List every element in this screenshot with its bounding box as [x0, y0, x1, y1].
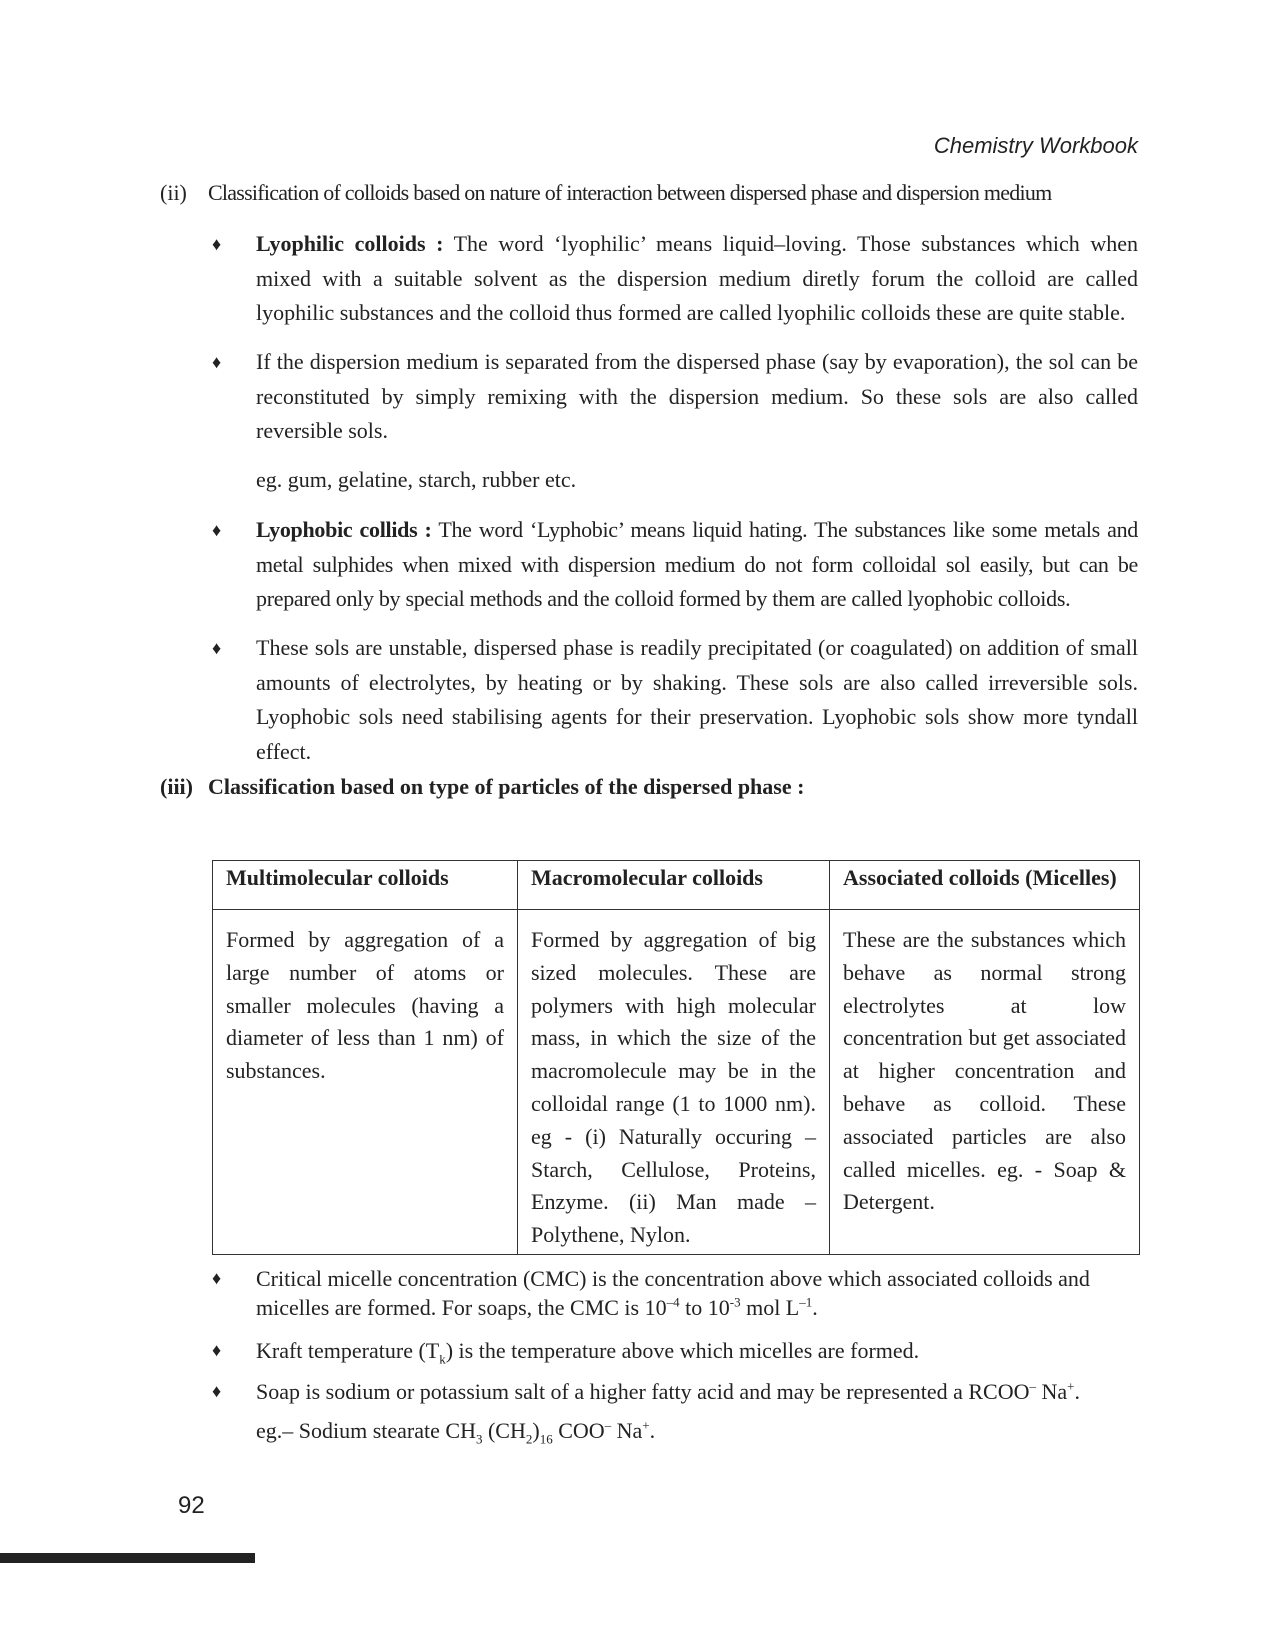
bullet-reversible — [212, 345, 1138, 449]
bullet-cmc — [212, 1264, 1138, 1322]
cmc-text: to 10 — [679, 1295, 730, 1320]
table-cell-associated: These are the substances which behave as normal strong electrolytes at low concentration but get associated at higher concentration and behave as colloid. These associated particles are also called micelles. eg. - Soap & Detergent. — [830, 910, 1140, 1255]
page-number: 92 — [178, 1492, 205, 1519]
example-lyophilic: eg. gum, gelatine, starch, rubber etc. — [256, 467, 577, 492]
kraft-subscript: k — [439, 1351, 446, 1367]
diamond-bullet-icon: ♦ — [212, 638, 222, 658]
kraft-text: ) is the temperature above which micelles are formed. — [445, 1338, 920, 1363]
bullet-kraft — [212, 1336, 1138, 1365]
cmc-exponent: -3 — [729, 1294, 741, 1310]
diamond-bullet-icon: ♦ — [212, 1340, 222, 1360]
example-stearate — [256, 1414, 655, 1448]
stearate-text: . — [649, 1418, 656, 1443]
table-header-cell: Macromolecular colloids — [518, 861, 830, 910]
stearate-subscript: 16 — [539, 1431, 553, 1447]
stearate-text: COO — [552, 1418, 605, 1443]
bullet-text: The word ‘Lyphobic’ means liquid hating. The substances like some metals and metal sulphides when mixed with dispersion medium do not form colloidal sol easily, but can be prepared only by special methods and the colloid formed by them are called lyophobic colloids. — [256, 517, 1138, 611]
section-iii-number: (iii) — [160, 774, 193, 799]
diamond-bullet-icon: ♦ — [212, 1268, 222, 1288]
footer-bar — [0, 1553, 255, 1563]
table-header-row — [213, 861, 1140, 910]
stearate-text: Na — [611, 1418, 643, 1443]
stearate-subscript: 3 — [475, 1431, 483, 1447]
bullet-text: If the dispersion medium is separated from the dispersed phase (say by evaporation), the sol can be reconstituted by simply remixing with the dispersion medium. So these sols are also called reversible sols. — [256, 349, 1138, 443]
stearate-charge: – — [604, 1417, 612, 1433]
bullet-soap — [212, 1377, 1138, 1406]
stearate-subscript: 2 — [525, 1431, 533, 1447]
bullet-irreversible — [212, 631, 1138, 769]
bullet-lyophobic — [212, 513, 1138, 617]
section-iii — [160, 770, 1138, 804]
section-ii-title: Classification of colloids based on nature of interaction between dispersed phase and dispersion medium — [208, 180, 1052, 205]
cmc-text: Critical micelle concentration (CMC) is the concentration above which associated colloids and micelles are formed. For soaps, the CMC is 10 — [256, 1266, 1090, 1320]
cmc-text: . — [812, 1295, 818, 1320]
kraft-text: Kraft temperature (T — [256, 1338, 440, 1363]
table-cell-multimolecular: Formed by aggregation of a large number of atoms or smaller molecules (having a diameter of less than 1 nm) of substances. — [213, 910, 518, 1255]
soap-text: Soap is sodium or potassium salt of a higher fatty acid and may be represented a RCOO — [256, 1379, 1030, 1404]
cmc-exponent: –1 — [799, 1294, 813, 1310]
stearate-text: eg.– Sodium stearate CH — [256, 1418, 476, 1443]
table-cell-macromolecular: Formed by aggregation of big sized molecules. These are polymers with high molecular mass, in which the size of the macromolecule may be in the colloidal range (1 to 1000 nm). eg - (i) Naturally occuring – Starch, Cellulose, Proteins, Enzyme. (ii) Man made – Polythene, Nylon. — [518, 910, 830, 1255]
bullet-text: These sols are unstable, dispersed phase is readily precipitated (or coagulated) on addition of small amounts of electrolytes, by heating or by shaking. These sols are also called irreversible sols. Lyophobic sols need stabilising agents for their preservation. Lyophobic sols show more tyndall effect. — [256, 635, 1138, 764]
section-iii-title: Classification based on type of particles of the dispersed phase : — [208, 774, 805, 799]
section-ii-number: (ii) — [160, 180, 187, 205]
diamond-bullet-icon: ♦ — [212, 234, 222, 254]
table-header-cell: Associated colloids (Micelles) — [830, 861, 1140, 910]
running-header: Chemistry Workbook — [933, 133, 1138, 158]
cmc-text: mol L — [740, 1295, 800, 1320]
diamond-bullet-icon: ♦ — [212, 1381, 222, 1401]
soap-charge: – — [1029, 1378, 1036, 1394]
table-row — [213, 910, 1140, 1255]
cmc-exponent: –4 — [666, 1294, 680, 1310]
bullet-lead: Lyophobic collids : — [256, 517, 432, 542]
stearate-charge: + — [642, 1417, 650, 1433]
stearate-text: ) — [532, 1418, 540, 1443]
diamond-bullet-icon: ♦ — [212, 520, 222, 540]
soap-charge: + — [1067, 1378, 1075, 1394]
soap-text: . — [1074, 1379, 1080, 1404]
stearate-text: (CH — [482, 1418, 526, 1443]
soap-text: Na — [1036, 1379, 1068, 1404]
bullet-lead: Lyophilic colloids : — [256, 231, 444, 256]
diamond-bullet-icon: ♦ — [212, 352, 222, 372]
bullet-text: The word ‘lyophilic’ means liquid–loving. Those substances which when mixed with a suitable solvent as the dispersion medium diretly forum the colloid are called lyophilic substances and the colloid thus formed are called lyophilic colloids these are quite stable. — [256, 231, 1138, 325]
colloid-types-table — [212, 860, 1140, 1255]
bullet-lyophilic — [212, 227, 1138, 331]
table-header-cell: Multimolecular colloids — [213, 861, 518, 910]
section-ii — [160, 176, 1138, 210]
